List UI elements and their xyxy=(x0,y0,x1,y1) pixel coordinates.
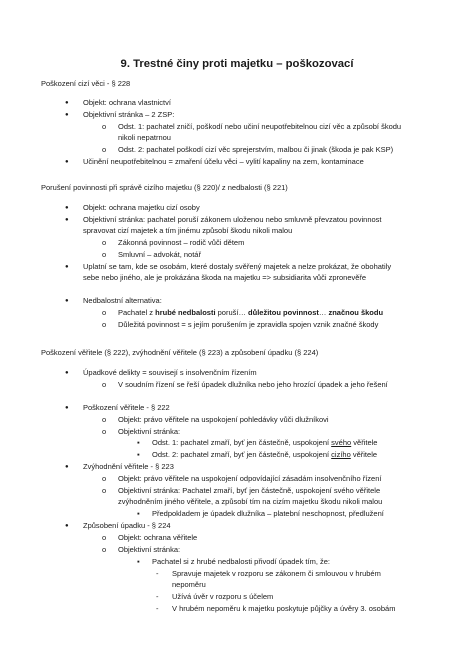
circle-bullet-icon: o xyxy=(102,250,107,259)
circle-bullet-icon: o xyxy=(102,308,107,317)
circle-bullet-icon: o xyxy=(102,427,107,436)
page-title: 9. Trestné činy proti majetku – poškozovací xyxy=(120,58,354,70)
square-bullet-icon: ▪ xyxy=(137,438,140,447)
circle-bullet-icon: o xyxy=(102,238,107,247)
text-run: … xyxy=(318,308,329,317)
list-item: Předpokladem je úpadek dlužníka – platební neschopnost, předlužení xyxy=(152,509,384,518)
underlined-text: cizího xyxy=(331,450,351,459)
list-item: Objekt: právo věřitele na uspokojení pohledávky vůči dlužníkovi xyxy=(118,415,329,424)
circle-bullet-icon: o xyxy=(102,380,107,389)
bullet-icon: ● xyxy=(65,100,69,106)
circle-bullet-icon: o xyxy=(102,122,107,131)
text-run: věřitele xyxy=(351,438,378,447)
circle-bullet-icon: o xyxy=(102,415,107,424)
text-run: Pachatel z xyxy=(118,308,156,317)
list-item-continuation: spravovat cizí majetek a tím jinému způsobí škodu nikoli malou xyxy=(83,226,293,235)
list-item: Užívá úvěr v rozporu s účelem xyxy=(172,592,274,601)
circle-bullet-icon: o xyxy=(102,474,107,483)
dash-bullet-icon: - xyxy=(156,604,159,613)
bullet-icon: ● xyxy=(65,264,69,270)
square-bullet-icon: ▪ xyxy=(137,450,140,459)
list-item: Poškození věřitele - § 222 xyxy=(83,403,170,412)
list-item: Objekt: ochrana vlastnictví xyxy=(83,98,171,107)
list-item: V soudním řízení se řeší úpadek dlužníka nebo jeho hrozící úpadek a jeho řešení xyxy=(118,380,388,389)
bold-text: značnou škodu xyxy=(328,308,384,317)
list-item: V hrubém nepoměru k majetku poskytuje půjčky a úvěry 3. osobám xyxy=(172,604,396,613)
section-heading-damage: Poškození cizí věci - § 228 xyxy=(41,79,131,88)
section-heading-breach: Porušení povinnosti při správě cizího majetku (§ 220)/ z nedbalosti (§ 221) xyxy=(41,183,288,192)
dash-bullet-icon: - xyxy=(156,592,159,601)
list-item: Odst. 2: pachatel poškodí cizí věc sprejerstvím, malbou či jinak (škoda je pak KSP) xyxy=(118,145,394,154)
underlined-text: svého xyxy=(331,438,352,447)
list-item-continuation: nepoměru xyxy=(172,580,206,589)
dash-bullet-icon: - xyxy=(156,569,159,578)
bullet-icon: ● xyxy=(65,217,69,223)
bold-text: důležitou povinnost xyxy=(248,308,319,317)
section-heading-creditors: Poškození věřitele (§ 222), zvýhodnění věřitele (§ 223) a způsobení úpadku (§ 224) xyxy=(41,348,319,357)
list-item: Spravuje majetek v rozporu se zákonem či smlouvou v hrubém xyxy=(172,569,381,578)
list-item: Nedbalostní alternativa: xyxy=(83,296,162,305)
bold-text: hrubé nedbalosti xyxy=(155,308,216,317)
circle-bullet-icon: o xyxy=(102,533,107,542)
list-item: Odst. 1: pachatel zničí, poškodí nebo učiní neupotřebitelnou cizí věc a způsobí škodu xyxy=(118,122,402,131)
square-bullet-icon: ▪ xyxy=(137,557,140,566)
list-item: Objektivní stránka: Pachatel zmaří, byť jen částečně, uspokojení svého věřitele xyxy=(118,486,381,495)
list-item-gross-negligence xyxy=(118,308,383,317)
bullet-icon: ● xyxy=(65,298,69,304)
text-run: Odst. 2: pachatel zmaří, byť jen částečně, uspokojení xyxy=(152,450,332,459)
list-item: Zákonná povinnost – rodič vůči dětem xyxy=(118,238,245,247)
list-item: Důležitá povinnost = s jejím porušením je zpravidla spojen vznik značné škody xyxy=(118,320,379,329)
text-run: věřitele xyxy=(350,450,378,459)
list-item: Objektivní stránka: xyxy=(118,545,181,554)
list-item: Smluvní – advokát, notář xyxy=(118,250,201,259)
text-run: poruší… xyxy=(215,308,249,317)
list-item-continuation: zvýhodněním jiného věřitele, a způsobí tím na cizím majetku škodu nikoli malou xyxy=(118,497,383,506)
bullet-icon: ● xyxy=(65,405,69,411)
bullet-icon: ● xyxy=(65,370,69,376)
circle-bullet-icon: o xyxy=(102,145,107,154)
list-item: Zvýhodnění věřitele - § 223 xyxy=(83,462,174,471)
list-item: Objekt: právo věřitele na uspokojení odpovídající zásadám insolvenčního řízení xyxy=(118,474,382,483)
list-item: Uplatní se tam, kde se osobám, které dostaly svěřený majetek a nelze prokázat, že obohatily xyxy=(83,262,392,271)
list-item: Učinění neupotřebitelnou = zmaření účelu věci – vylití kapaliny na zem, kontaminace xyxy=(83,157,364,166)
circle-bullet-icon: o xyxy=(102,320,107,329)
bullet-icon: ● xyxy=(65,112,69,118)
list-item-continuation: nikoli nepatrnou xyxy=(118,133,171,142)
square-bullet-icon: ▪ xyxy=(137,509,140,518)
bullet-icon: ● xyxy=(65,159,69,165)
list-item: Úpadkové delikty = souvisejí s insolvenčním řízením xyxy=(83,368,257,377)
list-item: Pachatel si z hrubé nedbalosti přivodí úpadek tím, že: xyxy=(152,557,331,566)
bullet-icon: ● xyxy=(65,523,69,529)
circle-bullet-icon: o xyxy=(102,486,107,495)
list-item-continuation: sebe nebo jiného, ale je prokázána škoda na majetku => subsidiarita vůči zpronevěře xyxy=(83,273,367,282)
list-item: Objektivní stránka: pachatel poruší zákonem uloženou nebo smluvně převzatou povinnost xyxy=(83,215,382,224)
list-item: Způsobení úpadku - § 224 xyxy=(83,521,171,530)
list-item: Objekt: ochrana věřitele xyxy=(118,533,198,542)
list-item: Objekt: ochrana majetku cizí osoby xyxy=(83,203,200,212)
circle-bullet-icon: o xyxy=(102,545,107,554)
bullet-icon: ● xyxy=(65,464,69,470)
list-item-para1 xyxy=(152,438,377,447)
bullet-icon: ● xyxy=(65,205,69,211)
list-item-para2 xyxy=(152,450,377,459)
list-item: Objektivní stránka: xyxy=(118,427,181,436)
text-run: Odst. 1: pachatel zmaří, byť jen částečně, uspokojení xyxy=(152,438,332,447)
list-item: Objektivní stránka – 2 ZSP: xyxy=(83,110,175,119)
